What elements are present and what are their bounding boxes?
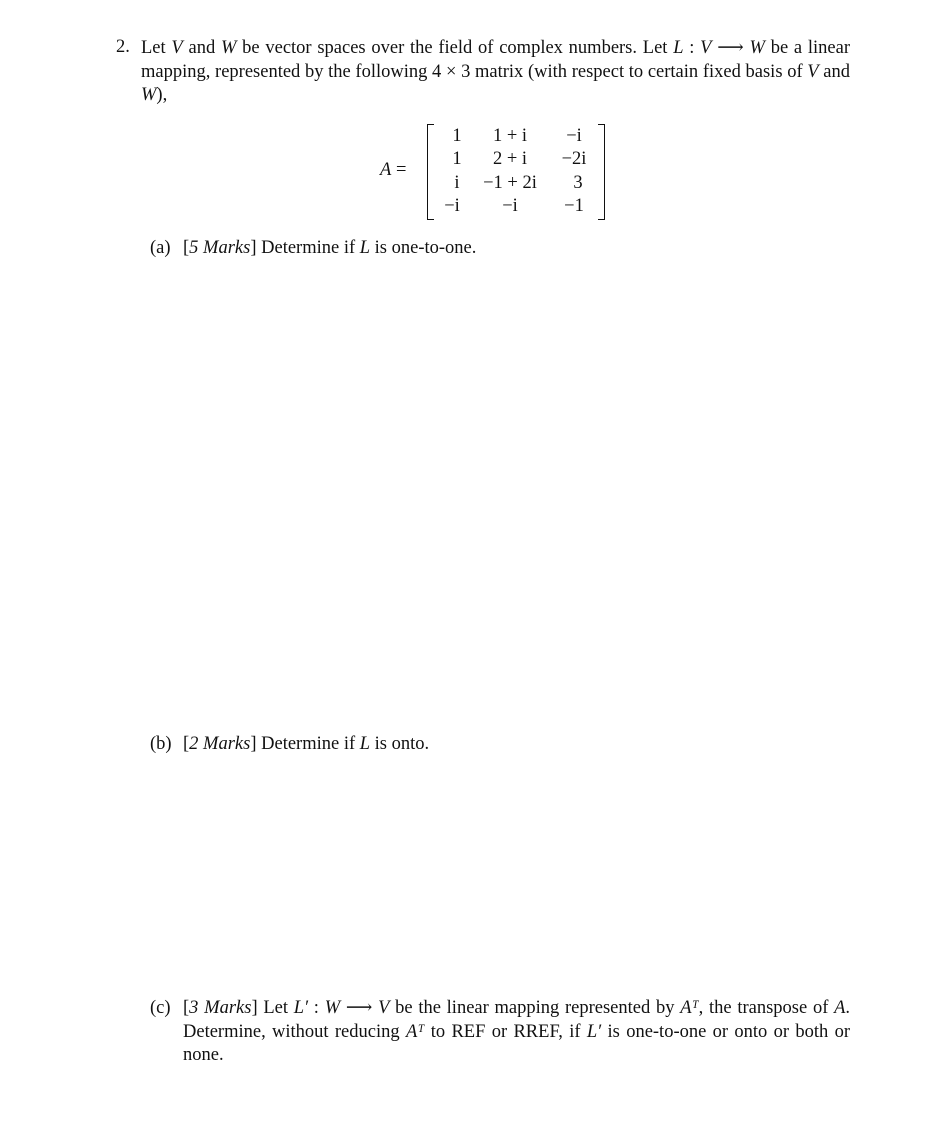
matrix-cell: −i bbox=[444, 196, 460, 216]
matrix-cell: −i bbox=[566, 126, 582, 146]
part-body: [2 Marks] Determine if L is onto. bbox=[183, 734, 430, 754]
part-c bbox=[150, 997, 850, 1068]
matrix-cell: 3 bbox=[573, 173, 583, 193]
matrix-cell: 2 + i bbox=[492, 149, 528, 169]
problem-intro: Let V and W be vector spaces over the field of complex numbers. Let L : V ⟶ W be a linear mapping, represented by the following 4 × 3 matrix (with respect to certain fixed basis of V and W), bbox=[141, 38, 850, 105]
part-body: [3 Marks] Let L′ : W ⟶ V be the linear mapping represented by Aᵀ, the transpose of A. Determine, without reducing Aᵀ to REF or RREF, if L′ is one-to-one or onto or both or none. bbox=[183, 998, 851, 1065]
part-label: (c) bbox=[150, 998, 171, 1018]
part-body: [5 Marks] Determine if L is one-to-one. bbox=[183, 238, 477, 258]
part-a bbox=[150, 237, 850, 261]
matrix-cell: 1 + i bbox=[492, 126, 528, 146]
part-label: (b) bbox=[150, 734, 172, 754]
part-label: (a) bbox=[150, 238, 171, 258]
marks: 2 Marks bbox=[189, 734, 251, 754]
marks: 3 Marks bbox=[189, 998, 252, 1018]
problem-statement bbox=[116, 37, 850, 108]
part-b bbox=[150, 733, 850, 757]
left-bracket bbox=[427, 124, 434, 220]
right-bracket bbox=[598, 124, 605, 220]
matrix-cell: −2i bbox=[561, 149, 587, 169]
matrix-cell: 1 bbox=[452, 126, 462, 146]
matrix-label: A = bbox=[380, 160, 407, 180]
matrix-cell: −1 + 2i bbox=[483, 173, 537, 193]
marks: 5 Marks bbox=[189, 238, 251, 258]
matrix-cell: −1 bbox=[564, 196, 584, 216]
matrix-cell: i bbox=[454, 173, 460, 193]
problem-number: 2. bbox=[116, 37, 130, 57]
matrix-cell: 1 bbox=[452, 149, 462, 169]
matrix-cell: −i bbox=[502, 196, 518, 216]
